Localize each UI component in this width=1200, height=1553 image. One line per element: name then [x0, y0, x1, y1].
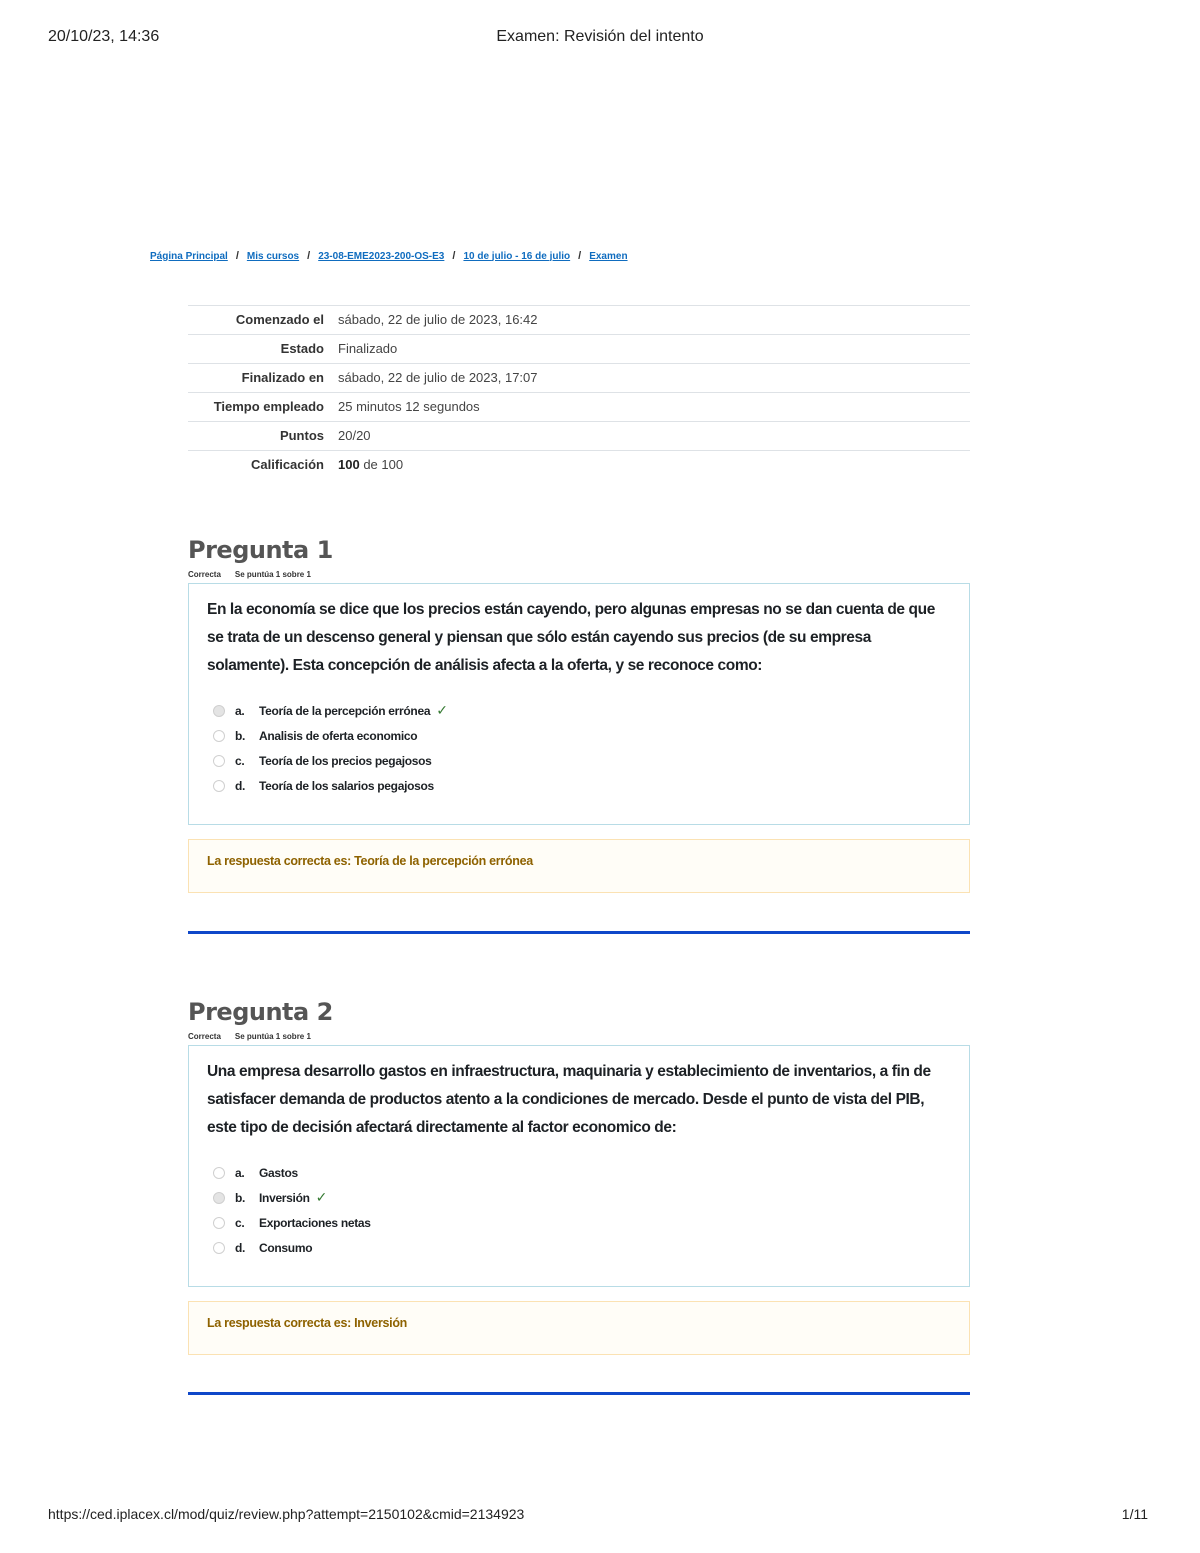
answer-option	[213, 1235, 951, 1260]
option-letter: b.	[235, 1190, 246, 1205]
question-title: Pregunta 2	[188, 998, 333, 1026]
print-datetime: 20/10/23, 14:36	[48, 28, 160, 45]
answer-option	[213, 723, 951, 748]
question-status: Correcta	[188, 1032, 221, 1041]
summary-label: Calificación	[251, 457, 324, 472]
summary-value: sábado, 22 de julio de 2023, 16:42	[338, 312, 538, 327]
print-page-number: 1/11	[1121, 1506, 1148, 1522]
summary-label: Comenzado el	[235, 312, 324, 327]
answer-radio[interactable]	[213, 1217, 225, 1229]
option-text: Teoría de los salarios pegajosos	[259, 778, 434, 793]
option-text: Teoría de los precios pegajosos	[259, 753, 432, 768]
summary-row-finished	[188, 364, 970, 393]
breadcrumb-home-link[interactable]: Página Principal	[150, 250, 228, 262]
option-text: Analisis de oferta economico	[259, 728, 418, 743]
answer-option	[213, 1210, 951, 1235]
answer-radio[interactable]	[213, 1242, 225, 1254]
question-separator	[188, 1392, 970, 1395]
option-letter: a.	[235, 1165, 245, 1180]
question-text: Una empresa desarrollo gastos en infraestructura, maquinaria y establecimiento de inventarios, a fin de satisfacer demanda de productos atento a la condiciones de mercado. Desde el punto de vista del PIB, este tipo de decisión afectará directamente al factor economico de:	[207, 1063, 931, 1136]
summary-label: Estado	[280, 341, 324, 356]
summary-row-grade	[188, 451, 970, 480]
question-content-box	[188, 1045, 970, 1287]
answer-options	[207, 1160, 951, 1260]
answer-radio[interactable]	[213, 705, 225, 717]
breadcrumb-separator: /	[235, 250, 239, 262]
option-letter: a.	[235, 703, 245, 718]
summary-label: Puntos	[279, 428, 324, 443]
summary-value: 20/20	[338, 428, 371, 443]
option-text: Teoría de la percepción errónea	[259, 703, 431, 718]
option-letter: d.	[235, 1240, 246, 1255]
answer-radio[interactable]	[213, 755, 225, 767]
answer-radio[interactable]	[213, 780, 225, 792]
print-footer	[48, 1506, 1148, 1522]
option-letter: d.	[235, 778, 246, 793]
summary-row-time-taken	[188, 393, 970, 422]
grade-value: 100	[338, 457, 360, 472]
question-1	[188, 536, 970, 893]
summary-value	[338, 451, 970, 480]
breadcrumb-separator: /	[452, 250, 456, 262]
answer-radio[interactable]	[213, 1167, 225, 1179]
summary-label: Finalizado en	[241, 370, 324, 385]
breadcrumb-course-link[interactable]: 23-08-EME2023-200-OS-E3	[318, 250, 445, 262]
answer-option	[213, 748, 951, 773]
summary-row-started	[188, 306, 970, 335]
correct-check-icon: ✓	[315, 1189, 328, 1205]
print-title: Examen: Revisión del intento	[496, 28, 704, 45]
breadcrumb-separator: /	[578, 250, 582, 262]
breadcrumb-section-link[interactable]: 10 de julio - 16 de julio	[463, 250, 571, 262]
question-info	[188, 1032, 970, 1041]
question-score: Se puntúa 1 sobre 1	[234, 1032, 311, 1041]
answer-option	[213, 1160, 951, 1185]
option-letter: b.	[235, 728, 246, 743]
print-header	[48, 28, 1152, 46]
option-text: Gastos	[259, 1165, 298, 1180]
summary-value: Finalizado	[338, 341, 398, 356]
answer-options	[207, 698, 951, 798]
print-url: https://ced.iplacex.cl/mod/quiz/review.php?attempt=2150102&cmid=2134923	[48, 1506, 525, 1522]
correct-answer-feedback: La respuesta correcta es: Teoría de la percepción errónea	[188, 839, 970, 893]
grade-total: de 100	[359, 457, 404, 472]
answer-radio[interactable]	[213, 730, 225, 742]
breadcrumb	[150, 250, 628, 262]
breadcrumb-quiz-link[interactable]: Examen	[589, 250, 628, 262]
summary-label: Tiempo empleado	[213, 399, 324, 414]
breadcrumb-my-courses-link[interactable]: Mis cursos	[246, 250, 300, 262]
answer-option	[213, 1185, 951, 1210]
summary-value: sábado, 22 de julio de 2023, 17:07	[338, 370, 538, 385]
breadcrumb-separator: /	[307, 250, 311, 262]
question-info	[188, 570, 970, 579]
answer-option	[213, 773, 951, 798]
correct-check-icon: ✓	[436, 702, 448, 718]
summary-row-marks	[188, 422, 970, 451]
option-letter: c.	[235, 1215, 245, 1230]
correct-answer-feedback: La respuesta correcta es: Inversión	[188, 1301, 970, 1355]
option-letter: c.	[235, 753, 245, 768]
summary-row-state	[188, 335, 970, 364]
option-text: Consumo	[259, 1240, 313, 1255]
answer-option	[213, 698, 951, 723]
attempt-summary-table	[188, 305, 970, 479]
option-text: Exportaciones netas	[259, 1215, 371, 1230]
question-separator	[188, 931, 970, 934]
question-status: Correcta	[188, 570, 221, 579]
question-2	[188, 998, 970, 1355]
question-title: Pregunta 1	[188, 536, 333, 564]
summary-value: 25 minutos 12 segundos	[338, 399, 480, 414]
option-text: Inversión	[259, 1190, 310, 1205]
question-score: Se puntúa 1 sobre 1	[234, 570, 311, 579]
question-content-box	[188, 583, 970, 825]
answer-radio[interactable]	[213, 1192, 225, 1204]
question-text: En la economía se dice que los precios están cayendo, pero algunas empresas no se dan cuenta de que se trata de un descenso general y piensan que sólo están cayendo sus precios (de su empresa solamente). Esta concepción de análisis afecta a la oferta, y se reconoce como:	[207, 601, 935, 674]
